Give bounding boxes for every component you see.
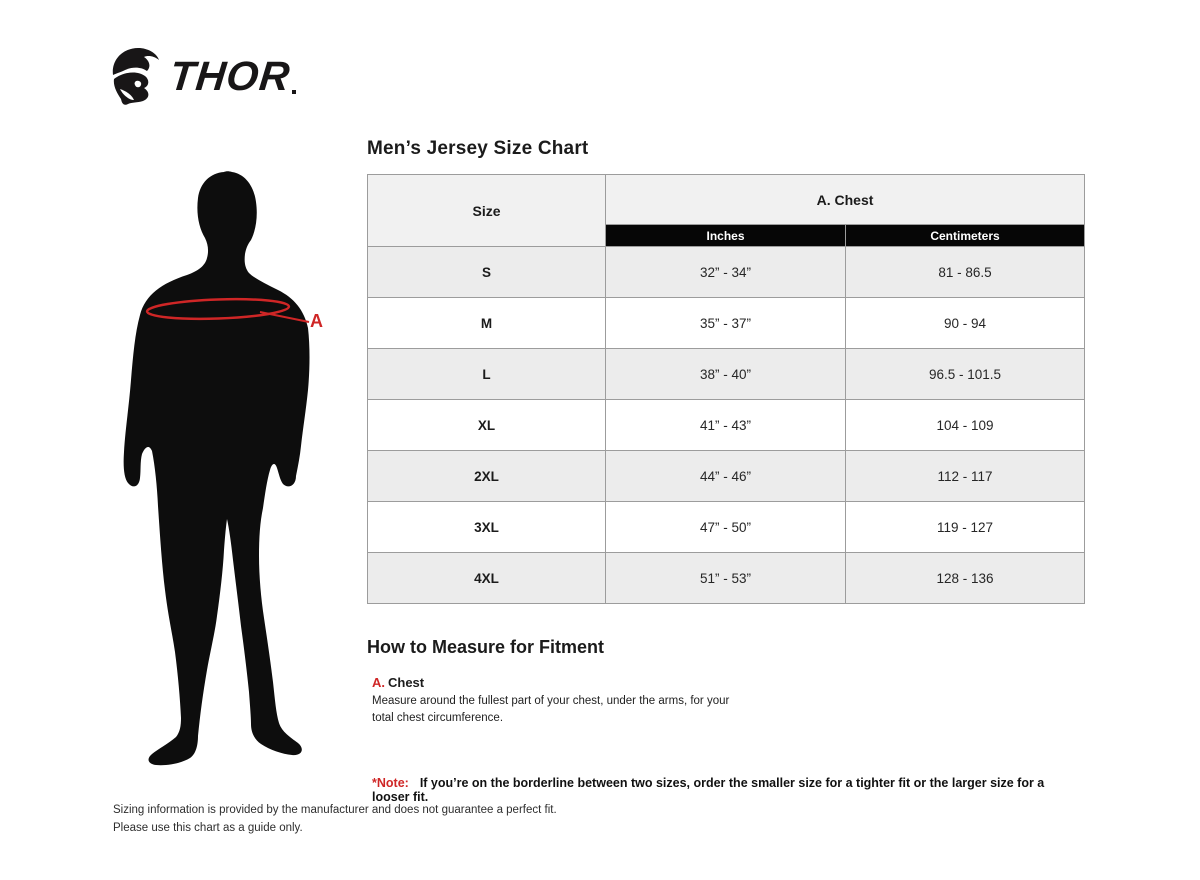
measure-item-name: Chest [388, 675, 425, 690]
size-chart-title: Men’s Jersey Size Chart [367, 138, 589, 159]
note-label: *Note: [372, 775, 409, 790]
disclaimer-footer [113, 801, 557, 838]
size-cell: 2XL [368, 451, 606, 502]
measure-item-chest [367, 675, 1084, 728]
centimeters-cell: 128 - 136 [846, 553, 1085, 604]
inches-cell: 51” - 53” [606, 553, 846, 604]
size-table-row [368, 553, 1085, 604]
centimeters-cell: 96.5 - 101.5 [846, 349, 1085, 400]
size-cell: S [368, 247, 606, 298]
brand-logo-text: THOR [167, 53, 293, 99]
size-cell: 3XL [368, 502, 606, 553]
note-text: If you’re on the borderline between two sizes, order the smaller size for a tighter fit or the larger size for a looser fit. [372, 775, 1045, 804]
inches-cell: 44” - 46” [606, 451, 846, 502]
centimeters-cell: 90 - 94 [846, 298, 1085, 349]
measure-item-key: A. [372, 675, 385, 690]
size-table-row [368, 298, 1085, 349]
disclaimer-line-1: Sizing information is provided by the manufacturer and does not guarantee a perfect fit. [113, 804, 557, 816]
disclaimer-line-2: Please use this chart as a guide only. [113, 822, 303, 835]
centimeters-cell: 81 - 86.5 [846, 247, 1085, 298]
size-table-body [368, 247, 1085, 604]
logo-trademark-dot [292, 90, 296, 94]
centimeters-cell: 119 - 127 [846, 502, 1085, 553]
chest-label-a: A [310, 311, 323, 331]
inches-cell: 47” - 50” [606, 502, 846, 553]
measure-item-text: Measure around the fullest part of your chest, under the arms, for your total chest circumference. [372, 695, 730, 725]
size-table-row [368, 247, 1085, 298]
size-cell: L [368, 349, 606, 400]
centimeters-cell: 112 - 117 [846, 451, 1085, 502]
sizing-note [367, 776, 1084, 804]
inches-cell: 35” - 37” [606, 298, 846, 349]
column-subheader-centimeters: Centimeters [846, 225, 1085, 247]
column-subheader-inches: Inches [606, 225, 846, 247]
size-table-row [368, 451, 1085, 502]
inches-cell: 32” - 34” [606, 247, 846, 298]
thor-ram-icon [110, 44, 162, 108]
size-cell: 4XL [368, 553, 606, 604]
male-silhouette-shape [124, 171, 310, 765]
brand-logo [110, 44, 296, 108]
how-to-measure-title: How to Measure for Fitment [367, 637, 605, 657]
size-table-row [368, 502, 1085, 553]
inches-cell: 41” - 43” [606, 400, 846, 451]
size-cell: XL [368, 400, 606, 451]
size-cell: M [368, 298, 606, 349]
content-column [367, 138, 1084, 804]
column-header-chest: A. Chest [606, 175, 1085, 225]
male-silhouette-figure [112, 170, 347, 770]
measure-item-heading [372, 675, 1084, 690]
inches-cell: 38” - 40” [606, 349, 846, 400]
size-chart-table [367, 174, 1085, 604]
size-table-row [368, 400, 1085, 451]
column-header-size: Size [368, 175, 606, 247]
centimeters-cell: 104 - 109 [846, 400, 1085, 451]
size-table-row [368, 349, 1085, 400]
